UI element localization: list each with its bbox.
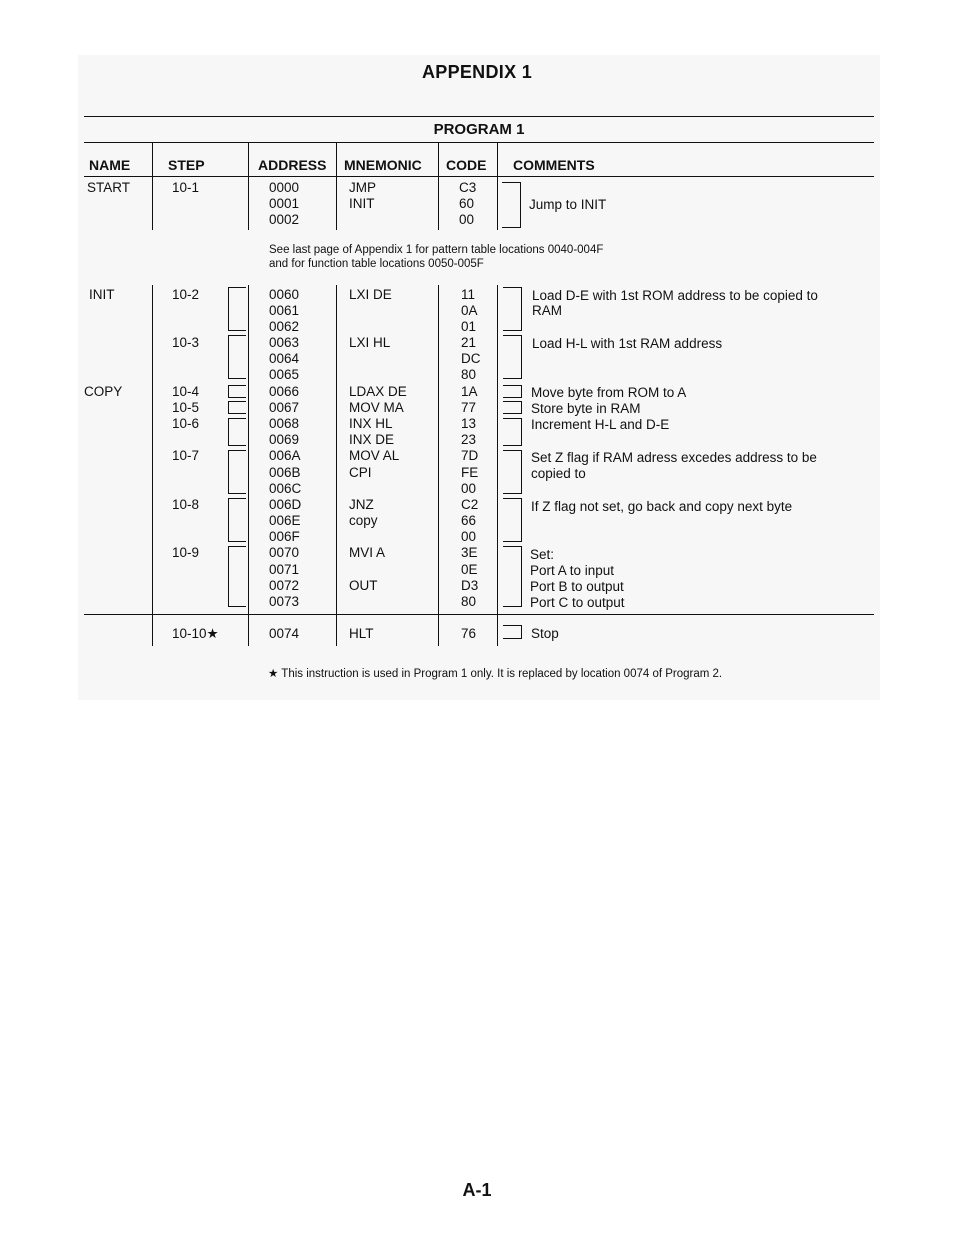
step-bracket [228, 287, 246, 331]
col-divider-step [248, 142, 249, 230]
row-step: 10-6 [172, 416, 200, 431]
top-rule [84, 116, 874, 117]
comment-text: Port B to output [530, 579, 624, 594]
comment-text: copied to [531, 466, 586, 481]
step-bracket [228, 546, 246, 607]
appendix-title: APPENDIX 1 [421, 62, 533, 82]
row-code: 13 [461, 416, 477, 431]
step-bracket [228, 498, 246, 542]
row-name: COPY [84, 384, 123, 399]
row-code: 66 [461, 513, 477, 528]
row-code: 76 [461, 626, 477, 641]
header-step: STEP [168, 157, 205, 173]
comment-text: Load D-E with 1st ROM address to be copied to [532, 288, 818, 303]
row-mnemonic: HLT [349, 626, 374, 641]
row-address: 006D [269, 497, 302, 512]
row-mnemonic: MVI A [349, 545, 386, 560]
comment-text: Port C to output [530, 595, 625, 610]
note-line: See last page of Appendix 1 for pattern table locations 0040-004F [269, 244, 604, 256]
row-step: 10-5 [172, 400, 200, 415]
row-mnemonic: INX DE [349, 432, 395, 447]
row-code: 00 [461, 481, 477, 496]
row-address: 0060 [269, 287, 300, 302]
row-code: 11 [461, 287, 476, 302]
row-step: 10-8 [172, 497, 200, 512]
row-address: 0068 [269, 416, 300, 431]
row-mnemonic: MOV AL [349, 448, 400, 463]
row-name: INIT [89, 287, 115, 302]
row-address: 006E [269, 513, 301, 528]
row-code: 23 [461, 432, 477, 447]
row-address: 0062 [269, 319, 300, 334]
row-mnemonic: OUT [349, 578, 378, 593]
footnote: ★ This instruction is used in Program 1 only. It is replaced by location 0074 of Program 2. [268, 668, 723, 680]
comment-text: Increment H-L and D-E [531, 417, 670, 432]
col-divider-code-2 [497, 285, 498, 646]
col-divider-address [336, 142, 337, 230]
row-address: 0065 [269, 367, 300, 382]
row-code: 00 [459, 212, 475, 227]
row-step: 10-9 [172, 545, 200, 560]
comment-bracket [503, 335, 522, 379]
row-address: 0061 [269, 303, 300, 318]
row-code: D3 [461, 578, 479, 593]
row-address: 0066 [269, 384, 300, 399]
row-code: C3 [459, 180, 477, 195]
header-address: ADDRESS [258, 157, 327, 173]
row-mnemonic: CPI [349, 465, 372, 480]
row-address: 0001 [269, 196, 300, 211]
note-line: and for function table locations 0050-005F [269, 258, 484, 270]
row-code: 1A [461, 384, 478, 399]
comment-text: Set Z flag if RAM adress excedes address to be [531, 450, 817, 465]
header-name: NAME [89, 157, 131, 173]
row-address: 006F [269, 529, 300, 544]
row-code: 00 [461, 529, 477, 544]
row-code: 3E [461, 545, 478, 560]
comment-text: RAM [532, 303, 562, 318]
row-address: 0070 [269, 545, 300, 560]
row-step: 10-4 [172, 384, 200, 399]
row-mnemonic: JNZ [349, 497, 374, 512]
row-code: 21 [461, 335, 477, 350]
comment-bracket [503, 625, 522, 639]
comment-bracket [503, 418, 522, 446]
row-mnemonic: INX HL [349, 416, 393, 431]
row-mnemonic: LXI DE [349, 287, 392, 302]
row-step: 10-7 [172, 448, 200, 463]
row-code: 0A [461, 303, 478, 318]
step-bracket [228, 418, 246, 446]
col-divider-code [497, 142, 498, 230]
row-address: 0069 [269, 432, 300, 447]
row-step: 10-10★ [172, 626, 219, 641]
step-bracket [228, 450, 246, 494]
row-step: 10-2 [172, 287, 200, 302]
row-mnemonic: MOV MA [349, 400, 404, 415]
header-comments: COMMENTS [513, 157, 595, 173]
comment-text: Load H-L with 1st RAM address [532, 336, 723, 351]
col-divider-step-2 [248, 285, 249, 646]
row-code: 60 [459, 196, 475, 211]
row-mnemonic: LXI HL [349, 335, 391, 350]
comment-text: Set: [530, 547, 555, 562]
row-code: 01 [461, 319, 477, 334]
row-code: DC [461, 351, 481, 366]
row-mnemonic: copy [349, 513, 378, 528]
comment-bracket [503, 450, 522, 494]
row-mnemonic: JMP [349, 180, 376, 195]
row-address: 0064 [269, 351, 300, 366]
col-divider-name-2 [152, 285, 153, 646]
row-step: 10-3 [172, 335, 200, 350]
comment-text: Store byte in RAM [531, 401, 641, 416]
comment-bracket [503, 287, 522, 331]
row-code: C2 [461, 497, 479, 512]
title-rule [84, 142, 874, 143]
header-code: CODE [446, 157, 487, 173]
comment-text: Jump to INIT [529, 197, 607, 212]
row-address: 006A [269, 448, 301, 463]
row-address: 0074 [269, 626, 300, 641]
col-divider-name [152, 142, 153, 230]
row-address: 0063 [269, 335, 300, 350]
row-code: 7D [461, 448, 479, 463]
page-number: A-1 [462, 1180, 492, 1200]
row-code: 77 [461, 400, 477, 415]
step-bracket [228, 401, 246, 414]
comment-bracket [503, 401, 522, 414]
row-address: 0000 [269, 180, 300, 195]
row-address: 0073 [269, 594, 300, 609]
row-code: 0E [461, 562, 478, 577]
row-mnemonic: INIT [349, 196, 375, 211]
row-address: 0071 [269, 562, 300, 577]
row-step: 10-1 [172, 180, 200, 195]
col-divider-address-2 [336, 285, 337, 646]
comment-bracket [503, 546, 522, 607]
program-title: PROGRAM 1 [433, 121, 525, 138]
row-address: 0002 [269, 212, 300, 227]
row-mnemonic: LDAX DE [349, 384, 407, 399]
row-code: 80 [461, 367, 477, 382]
comment-bracket [503, 498, 522, 542]
row-address: 0072 [269, 578, 300, 593]
comment-text: If Z flag not set, go back and copy next byte [531, 499, 793, 514]
row-name: START [87, 180, 131, 195]
row-address: 006B [269, 465, 301, 480]
step-bracket [228, 335, 246, 379]
comment-bracket [503, 385, 522, 398]
header-mnemonic: MNEMONIC [344, 157, 422, 173]
col-divider-mnemonic [438, 142, 439, 230]
row-separator [84, 614, 874, 615]
comment-bracket [502, 182, 521, 228]
row-code: 80 [461, 594, 477, 609]
step-bracket [228, 385, 246, 398]
row-code: FE [461, 465, 479, 480]
row-address: 006C [269, 481, 302, 496]
col-divider-mnemonic-2 [438, 285, 439, 646]
comment-text: Stop [531, 626, 559, 641]
row-address: 0067 [269, 400, 300, 415]
comment-text: Move byte from ROM to A [531, 385, 687, 400]
comment-text: Port A to input [530, 563, 615, 578]
header-rule [84, 176, 874, 177]
